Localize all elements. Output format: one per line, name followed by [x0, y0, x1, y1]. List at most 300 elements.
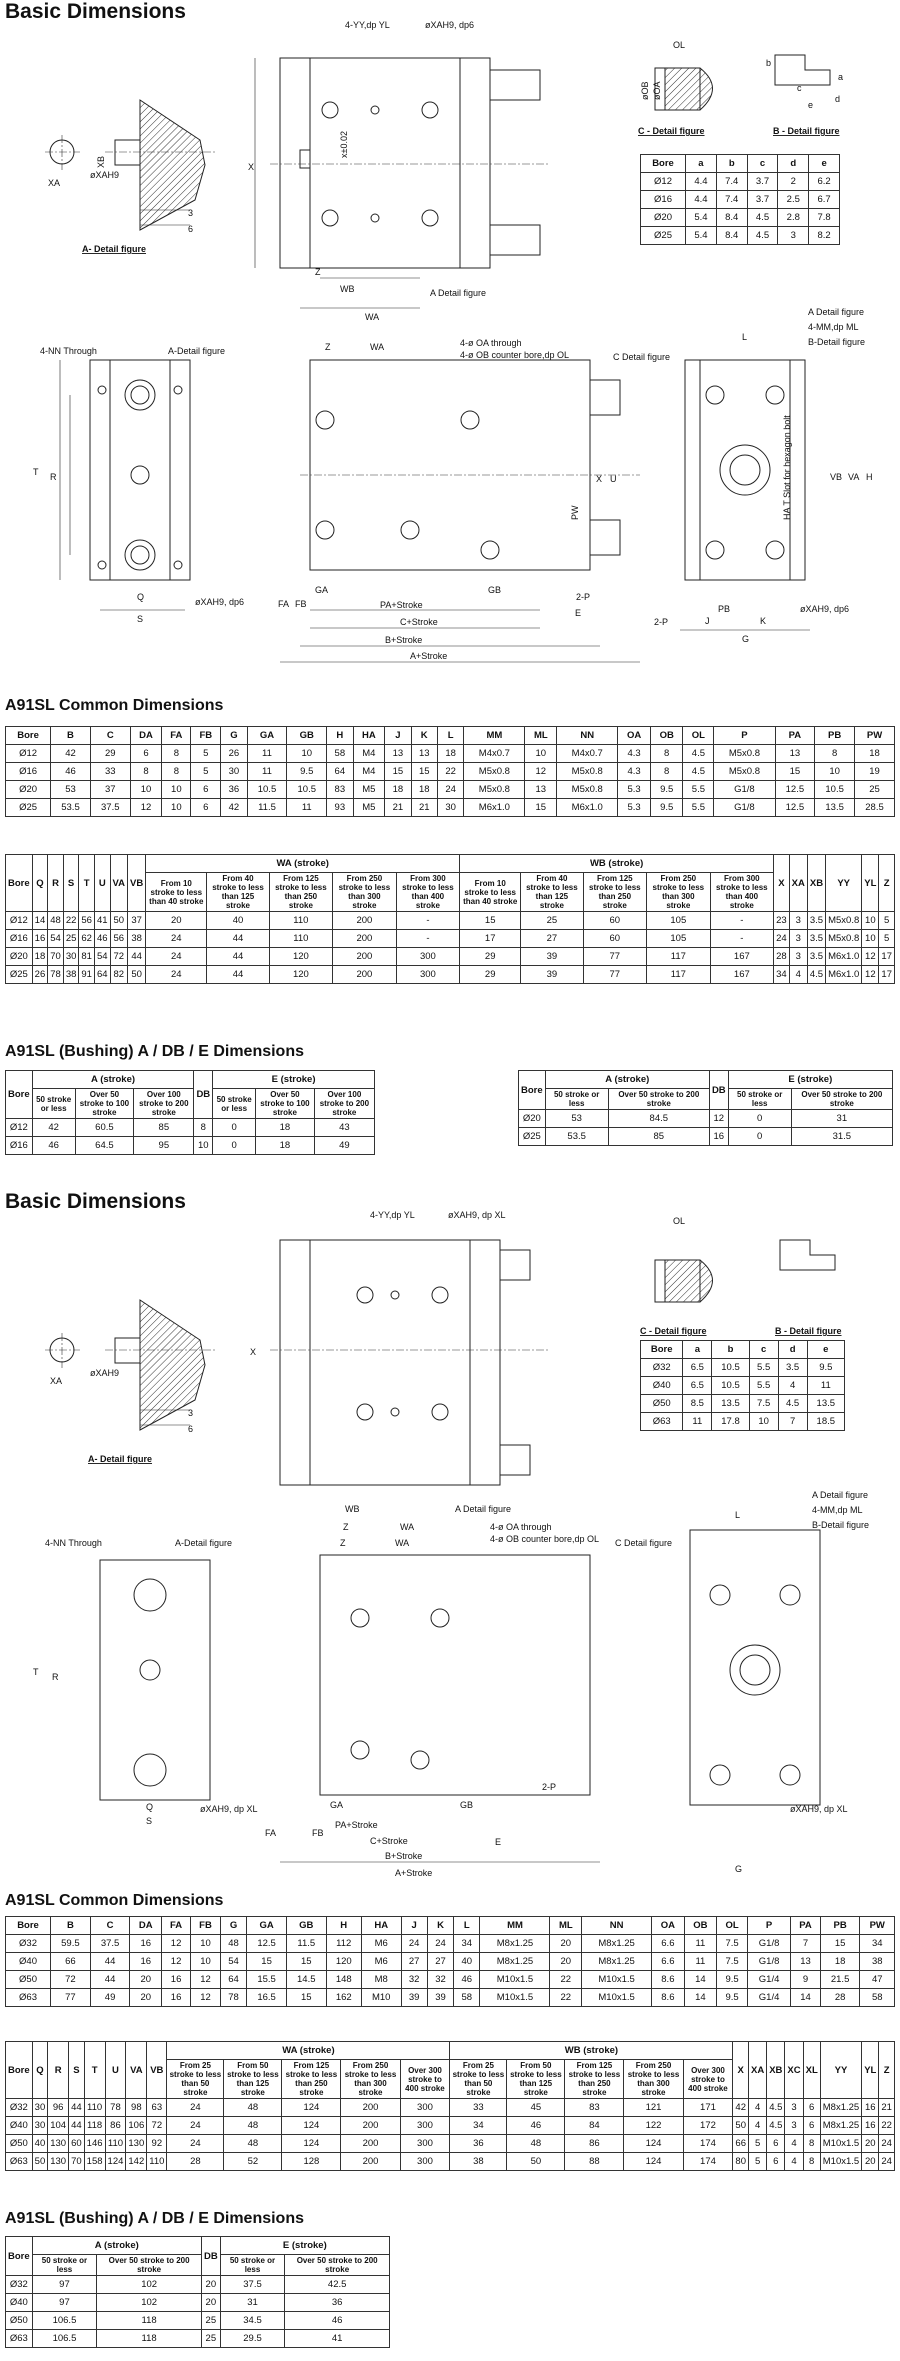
table-cell: 83 [327, 781, 353, 799]
table-cell: 13.5 [807, 1395, 844, 1413]
table-cell: 8 [162, 763, 191, 781]
table-row [6, 2294, 390, 2312]
table-cell: 8 [162, 745, 191, 763]
table-cell: 0 [213, 1119, 256, 1137]
table-row [641, 1377, 845, 1395]
table-cell: Ø16 [6, 930, 33, 948]
common1-table2 [5, 854, 895, 984]
table-cell: 70 [48, 948, 64, 966]
table-header-cell: NN [582, 1917, 652, 1935]
table-cell: 42 [51, 745, 91, 763]
table-cell: 60 [69, 2135, 85, 2153]
table-cell: 37 [128, 912, 146, 930]
table-cell: 7.5 [749, 1395, 778, 1413]
table-header-cell: 50 stroke or less [32, 2255, 97, 2276]
table-cell: 12.5 [775, 799, 815, 817]
table-cell: 25 [855, 781, 895, 799]
table-cell: M6x1.0 [464, 799, 525, 817]
svg-text:4-MM,dp ML: 4-MM,dp ML [812, 1505, 863, 1515]
table-cell: 10.5 [247, 781, 287, 799]
table-cell: 5.5 [749, 1359, 778, 1377]
svg-text:4-YY,dp YL: 4-YY,dp YL [345, 20, 390, 30]
table-cell: 32 [401, 1971, 427, 1989]
table-row [6, 930, 895, 948]
svg-text:2-P: 2-P [576, 592, 591, 602]
table-cell: 300 [396, 966, 460, 984]
table-cell: 62 [79, 930, 95, 948]
table-header-cell: PA [775, 727, 815, 745]
table-cell: 10 [191, 1935, 221, 1953]
svg-text:G: G [735, 1864, 743, 1874]
table-cell: 3 [778, 227, 809, 245]
table-cell: - [396, 930, 460, 948]
table-cell: 4.5 [683, 763, 714, 781]
table-header-cell: From 125 stroke to less than 250 stroke [583, 873, 647, 912]
table-cell: G1/8 [747, 1953, 790, 1971]
table-header-cell: From 25 stroke to less than 50 stroke [450, 2060, 507, 2099]
table-cell: Ø16 [6, 763, 51, 781]
detail-c-figure-2 [640, 1216, 713, 1336]
table-cell: 80 [733, 2153, 749, 2171]
table-cell: 14 [684, 1971, 717, 1989]
table-header-cell: GA [247, 727, 287, 745]
table-header-cell: DB [709, 1071, 728, 1110]
table-cell: 18 [385, 781, 411, 799]
table-cell: 148 [326, 1971, 361, 1989]
svg-text:4-NN Through: 4-NN Through [45, 1538, 102, 1548]
svg-text:A+Stroke: A+Stroke [410, 651, 448, 661]
table-cell: 130 [48, 2153, 69, 2171]
table-row [6, 2312, 390, 2330]
svg-text:4-YY,dp YL: 4-YY,dp YL [370, 1210, 415, 1220]
table-cell: 12 [162, 1953, 191, 1971]
table-cell: 86 [105, 2117, 126, 2135]
table-cell: 124 [282, 2117, 341, 2135]
svg-text:GB: GB [488, 585, 502, 595]
table-cell: M8x1.25 [480, 1953, 550, 1971]
table-cell: 24 [167, 2135, 224, 2153]
table-cell: 30 [437, 799, 463, 817]
table-cell: 20 [130, 1989, 162, 2007]
table-header-cell: G [221, 727, 247, 745]
svg-text:4-ø OB counter bore,dp OL: 4-ø OB counter bore,dp OL [460, 350, 570, 360]
table-cell: 23 [774, 912, 790, 930]
table-row [6, 1935, 895, 1953]
table-cell: 8 [650, 745, 683, 763]
table-cell: 4.4 [686, 173, 717, 191]
svg-text:B - Detail figure: B - Detail figure [773, 126, 840, 136]
table-cell: 15 [460, 912, 521, 930]
table-cell: 45 [507, 2099, 565, 2117]
table-cell: 37 [90, 781, 130, 799]
svg-text:øXAH9, dp XL: øXAH9, dp XL [200, 1804, 258, 1814]
table-cell: 106 [126, 2117, 147, 2135]
svg-text:øXAH9: øXAH9 [90, 170, 120, 180]
table-cell: 15 [385, 763, 411, 781]
table-row [6, 2153, 895, 2171]
table-cell: 46 [454, 1971, 480, 1989]
detail-a-figure-2 [45, 1300, 215, 1464]
table-header-cell: G [220, 1917, 246, 1935]
table-cell: 50 [507, 2153, 565, 2171]
front-view-mid [278, 338, 640, 662]
table-cell: Ø50 [6, 2312, 33, 2330]
table-cell: 17 [879, 948, 895, 966]
table-header-cell: Over 50 stroke to 200 stroke [97, 2255, 202, 2276]
table-cell: 158 [84, 2153, 105, 2171]
table-cell: 25 [201, 2312, 220, 2330]
table-cell: 174 [683, 2135, 733, 2153]
table-cell: 3.7 [747, 191, 778, 209]
table-header-cell: XB [807, 855, 825, 912]
table-cell: 4.5 [778, 1395, 807, 1413]
table-cell: 13.5 [712, 1395, 749, 1413]
table-cell: Ø12 [6, 1119, 33, 1137]
table-header-cell: PA [791, 1917, 821, 1935]
table-header-cell: GB [287, 727, 327, 745]
table-cell: 6 [191, 799, 221, 817]
table-cell: 97 [32, 2276, 97, 2294]
svg-text:6: 6 [188, 224, 194, 234]
table-cell: 48 [224, 2117, 282, 2135]
table-cell: 39 [427, 1989, 453, 2007]
table-cell: 17 [460, 930, 521, 948]
table-cell: 8.4 [716, 227, 747, 245]
table-cell: 14 [791, 1989, 821, 2007]
table-header-cell: 50 stroke or less [728, 1089, 791, 1110]
table-cell: 122 [624, 2117, 683, 2135]
svg-text:FA: FA [265, 1828, 277, 1838]
table-cell: 12 [709, 1110, 728, 1128]
table-cell: 5 [191, 745, 221, 763]
svg-text:K: K [760, 616, 767, 626]
table-header-cell: A (stroke) [32, 2237, 201, 2255]
table-row [6, 1989, 895, 2007]
table-cell: 0 [213, 1137, 256, 1155]
svg-text:Q: Q [137, 592, 145, 602]
svg-text:A-Detail figure: A-Detail figure [175, 1538, 233, 1548]
table-cell: 46 [32, 1137, 75, 1155]
svg-text:C+Stroke: C+Stroke [370, 1836, 408, 1846]
basic-dimensions-drawing-2 [0, 1200, 900, 1880]
table-header-cell: P [714, 727, 775, 745]
table-header-cell: C [90, 727, 130, 745]
table-cell: 18.5 [807, 1413, 844, 1431]
svg-text:Z: Z [325, 342, 331, 352]
svg-text:B+Stroke: B+Stroke [385, 635, 423, 645]
table-cell: M10x1.5 [582, 1989, 652, 2007]
table-cell: G1/8 [714, 799, 775, 817]
svg-text:A- Detail figure: A- Detail figure [82, 244, 147, 254]
table-cell: 2.5 [778, 191, 809, 209]
section1-detail-table [640, 154, 840, 245]
svg-text:e: e [808, 100, 814, 110]
table-cell: 52 [224, 2153, 282, 2171]
table-cell: 4 [785, 2153, 803, 2171]
table-header-cell: DA [130, 1917, 162, 1935]
svg-text:c: c [797, 83, 802, 93]
table-cell: 44 [207, 930, 269, 948]
table-cell: 64 [220, 1971, 246, 1989]
table-cell: 4.5 [683, 745, 714, 763]
table-row [6, 948, 895, 966]
table-cell: 10.5 [712, 1377, 749, 1395]
table-cell: 46 [285, 2312, 390, 2330]
table-cell: 110 [147, 2153, 167, 2171]
svg-text:WA: WA [395, 1538, 410, 1548]
table-cell: 13.5 [815, 799, 855, 817]
table-header-cell: MM [464, 727, 525, 745]
table-cell: 10.5 [287, 781, 327, 799]
svg-text:PW: PW [570, 505, 580, 520]
table-header-cell: P [747, 1917, 790, 1935]
table-cell: 5.5 [683, 781, 714, 799]
table-header-cell: Bore [6, 1917, 51, 1935]
table-row [641, 209, 840, 227]
table-cell: M5x0.8 [464, 763, 525, 781]
table-cell: 18 [256, 1119, 315, 1137]
svg-text:S: S [137, 614, 144, 624]
section1-title: Basic Dimensions [5, 0, 186, 23]
table-cell: 31 [791, 1110, 892, 1128]
table-cell: 50 [32, 2153, 48, 2171]
table-header-cell: Over 50 stroke to 200 stroke [608, 1089, 709, 1110]
table-header-cell: From 40 stroke to less than 125 stroke [207, 873, 269, 912]
table-cell: G1/8 [747, 1935, 790, 1953]
e-dim-label-2: E [495, 1837, 502, 1847]
table-cell: 6 [767, 2135, 785, 2153]
table-header-cell: NN [557, 727, 618, 745]
table-cell: 53 [545, 1110, 608, 1128]
svg-text:FB: FB [312, 1828, 324, 1838]
table-header-cell: VB [128, 855, 146, 912]
table-header-cell: From 10 stroke to less than 40 stroke [460, 873, 521, 912]
table-cell: M4x0.7 [557, 745, 618, 763]
table-cell: 8.2 [809, 227, 840, 245]
table-header-cell: H [327, 727, 353, 745]
table-cell: M4x0.7 [464, 745, 525, 763]
table-cell: 200 [333, 948, 397, 966]
table-cell: 77 [583, 966, 647, 984]
table-cell: 15 [286, 1989, 326, 2007]
table-cell: 78 [48, 966, 64, 984]
table-header-cell: R [48, 2042, 69, 2099]
table-cell: 6 [130, 745, 162, 763]
table-header-cell: OA [618, 727, 651, 745]
front-view-mid-2 [265, 1522, 600, 1878]
table-cell: M8x1.25 [820, 2099, 861, 2117]
table-header-cell: XA [789, 855, 807, 912]
table-header-cell: From 300 stroke to less than 400 stroke [710, 873, 774, 912]
table-row [641, 1359, 845, 1377]
table-cell: 14 [684, 1989, 717, 2007]
table-row [6, 2099, 895, 2117]
common1-title: A91SL Common Dimensions [5, 697, 224, 714]
table-cell: 10.5 [712, 1359, 749, 1377]
table-header-cell: PW [860, 1917, 895, 1935]
table-cell: 6.5 [683, 1377, 712, 1395]
table-cell: M10x1.5 [480, 1989, 550, 2007]
table-cell: Ø50 [6, 1971, 51, 1989]
table-cell: 16 [130, 1953, 162, 1971]
table-cell: 11 [807, 1377, 844, 1395]
table-header-cell: MM [480, 1917, 550, 1935]
table-cell: 25 [201, 2330, 220, 2348]
table-cell: 78 [105, 2099, 126, 2117]
svg-text:øXAH9, dp6: øXAH9, dp6 [800, 604, 850, 614]
table-cell: 24 [774, 930, 790, 948]
table-cell: 300 [400, 2153, 450, 2171]
svg-text:Z: Z [343, 1522, 349, 1532]
svg-text:4-ø OB counter bore,dp OL: 4-ø OB counter bore,dp OL [490, 1534, 600, 1544]
table-cell: 9.5 [807, 1359, 844, 1377]
table-cell: 66 [51, 1953, 91, 1971]
table-header-cell: YL [862, 855, 879, 912]
table-header-cell: H [326, 1917, 361, 1935]
basic-dimensions-drawing-1 [0, 0, 900, 680]
table-cell: M5 [353, 799, 385, 817]
table-cell: Ø32 [6, 2276, 33, 2294]
table-row [6, 1119, 375, 1137]
svg-text:øXAH9, dp6: øXAH9, dp6 [425, 20, 475, 30]
table-cell: 5 [748, 2153, 766, 2171]
table-header-cell: OL [717, 1917, 748, 1935]
front-view-left-2 [33, 1538, 258, 1826]
table-cell: 38 [63, 966, 79, 984]
svg-text:L: L [742, 332, 748, 342]
table-header-cell: FB [191, 727, 221, 745]
table-header-cell: c [749, 1341, 778, 1359]
table-cell: 72 [147, 2117, 167, 2135]
svg-text:3: 3 [188, 1408, 194, 1418]
table-cell: 200 [333, 912, 397, 930]
table-header-cell: From 250 stroke to less than 300 stroke [624, 2060, 683, 2099]
svg-text:3: 3 [188, 208, 194, 218]
table-cell: 9.5 [717, 1971, 748, 1989]
table-cell: M4 [353, 745, 385, 763]
table-cell: - [710, 912, 774, 930]
table-cell: M5x0.8 [714, 763, 775, 781]
table-cell: 110 [269, 912, 333, 930]
table-cell: M5x0.8 [826, 912, 862, 930]
table-cell: 36 [285, 2294, 390, 2312]
svg-text:C - Detail figure: C - Detail figure [640, 1326, 707, 1336]
table-header-cell: XB [767, 2042, 785, 2099]
table-cell: 171 [683, 2099, 733, 2117]
table-header-cell: L [454, 1917, 480, 1935]
table-cell: 8.5 [683, 1395, 712, 1413]
table-cell: 9.5 [717, 1989, 748, 2007]
table-cell: 36 [221, 781, 247, 799]
table-cell: 18 [820, 1953, 860, 1971]
svg-text:4-ø OA through: 4-ø OA through [460, 338, 522, 348]
table-cell: 4 [785, 2135, 803, 2153]
table-header-cell: 50 stroke or less [545, 1089, 608, 1110]
table-cell: 98 [126, 2099, 147, 2117]
table-cell: 9.5 [650, 799, 683, 817]
table-cell: 17 [879, 966, 895, 984]
table-cell: 110 [84, 2099, 105, 2117]
table-row [6, 745, 895, 763]
svg-text:Z: Z [340, 1538, 346, 1548]
table-cell: 18 [437, 745, 463, 763]
table-header-cell: WA (stroke) [167, 2042, 450, 2060]
table-cell: 10.5 [815, 781, 855, 799]
bushing1-left-table [5, 1070, 375, 1155]
table-cell: 21 [385, 799, 411, 817]
table-header-cell: a [686, 155, 717, 173]
table-cell: 27 [521, 930, 583, 948]
table-header-cell: Over 300 stroke to 400 stroke [400, 2060, 450, 2099]
table-header-cell: Q [32, 855, 48, 912]
table-cell: 63 [147, 2099, 167, 2117]
section2-title: Basic Dimensions [5, 1190, 186, 1213]
table-cell: M5x0.8 [714, 745, 775, 763]
table-cell: 96 [48, 2099, 69, 2117]
table-row [6, 2330, 390, 2348]
table-cell: 15 [525, 799, 557, 817]
table-cell: 31.5 [791, 1128, 892, 1146]
table-cell: 128 [282, 2153, 341, 2171]
table-cell: 5 [191, 763, 221, 781]
table-cell: 13 [411, 745, 437, 763]
table-header-cell: From 250 stroke to less than 300 stroke [647, 873, 711, 912]
svg-text:d: d [835, 94, 841, 104]
table-cell: 3 [789, 930, 807, 948]
table-cell: M8x1.25 [820, 2117, 861, 2135]
table-cell: 29.5 [220, 2330, 285, 2348]
table-cell: 33 [450, 2099, 507, 2117]
table-row [641, 173, 840, 191]
table-cell: Ø20 [6, 948, 33, 966]
table-cell: G1/4 [747, 1989, 790, 2007]
svg-text:A Detail figure: A Detail figure [430, 288, 487, 298]
table-cell: 44 [90, 1971, 130, 1989]
detail-b-figure-2 [775, 1240, 842, 1336]
table-cell: 6.5 [683, 1359, 712, 1377]
svg-text:C Detail figure: C Detail figure [613, 352, 671, 362]
table-header-cell: XL [803, 2042, 820, 2099]
table-cell: 8 [815, 745, 855, 763]
svg-text:X: X [596, 474, 603, 484]
table-header-cell: From 50 stroke to less than 125 stroke [507, 2060, 565, 2099]
svg-text:L: L [735, 1510, 741, 1520]
table-cell: M5x0.8 [464, 781, 525, 799]
table-header-cell: Over 100 stroke to 200 stroke [314, 1089, 374, 1119]
table-header-cell: WB (stroke) [450, 2042, 733, 2060]
table-cell: 39 [401, 1989, 427, 2007]
table-cell: 110 [105, 2135, 126, 2153]
table-cell: 81 [79, 948, 95, 966]
table-cell: 50 [733, 2117, 749, 2135]
table-header-cell: From 125 stroke to less than 250 stroke [565, 2060, 624, 2099]
table-cell: 300 [400, 2117, 450, 2135]
svg-text:T: T [33, 467, 39, 477]
table-cell: 4 [778, 1377, 807, 1395]
table-cell: 14 [32, 912, 48, 930]
table-cell: 22 [550, 1971, 582, 1989]
table-cell: 8.6 [652, 1971, 685, 1989]
table-cell: 6 [191, 781, 221, 799]
table-cell: 8 [650, 763, 683, 781]
table-cell: 172 [683, 2117, 733, 2135]
svg-text:PA+Stroke: PA+Stroke [380, 600, 423, 610]
table-row [6, 2276, 390, 2294]
svg-text:4-MM,dp ML: 4-MM,dp ML [808, 322, 859, 332]
table-cell: 12 [191, 1971, 221, 1989]
table-cell: 5 [748, 2135, 766, 2153]
top-view-2 [250, 1210, 550, 1532]
